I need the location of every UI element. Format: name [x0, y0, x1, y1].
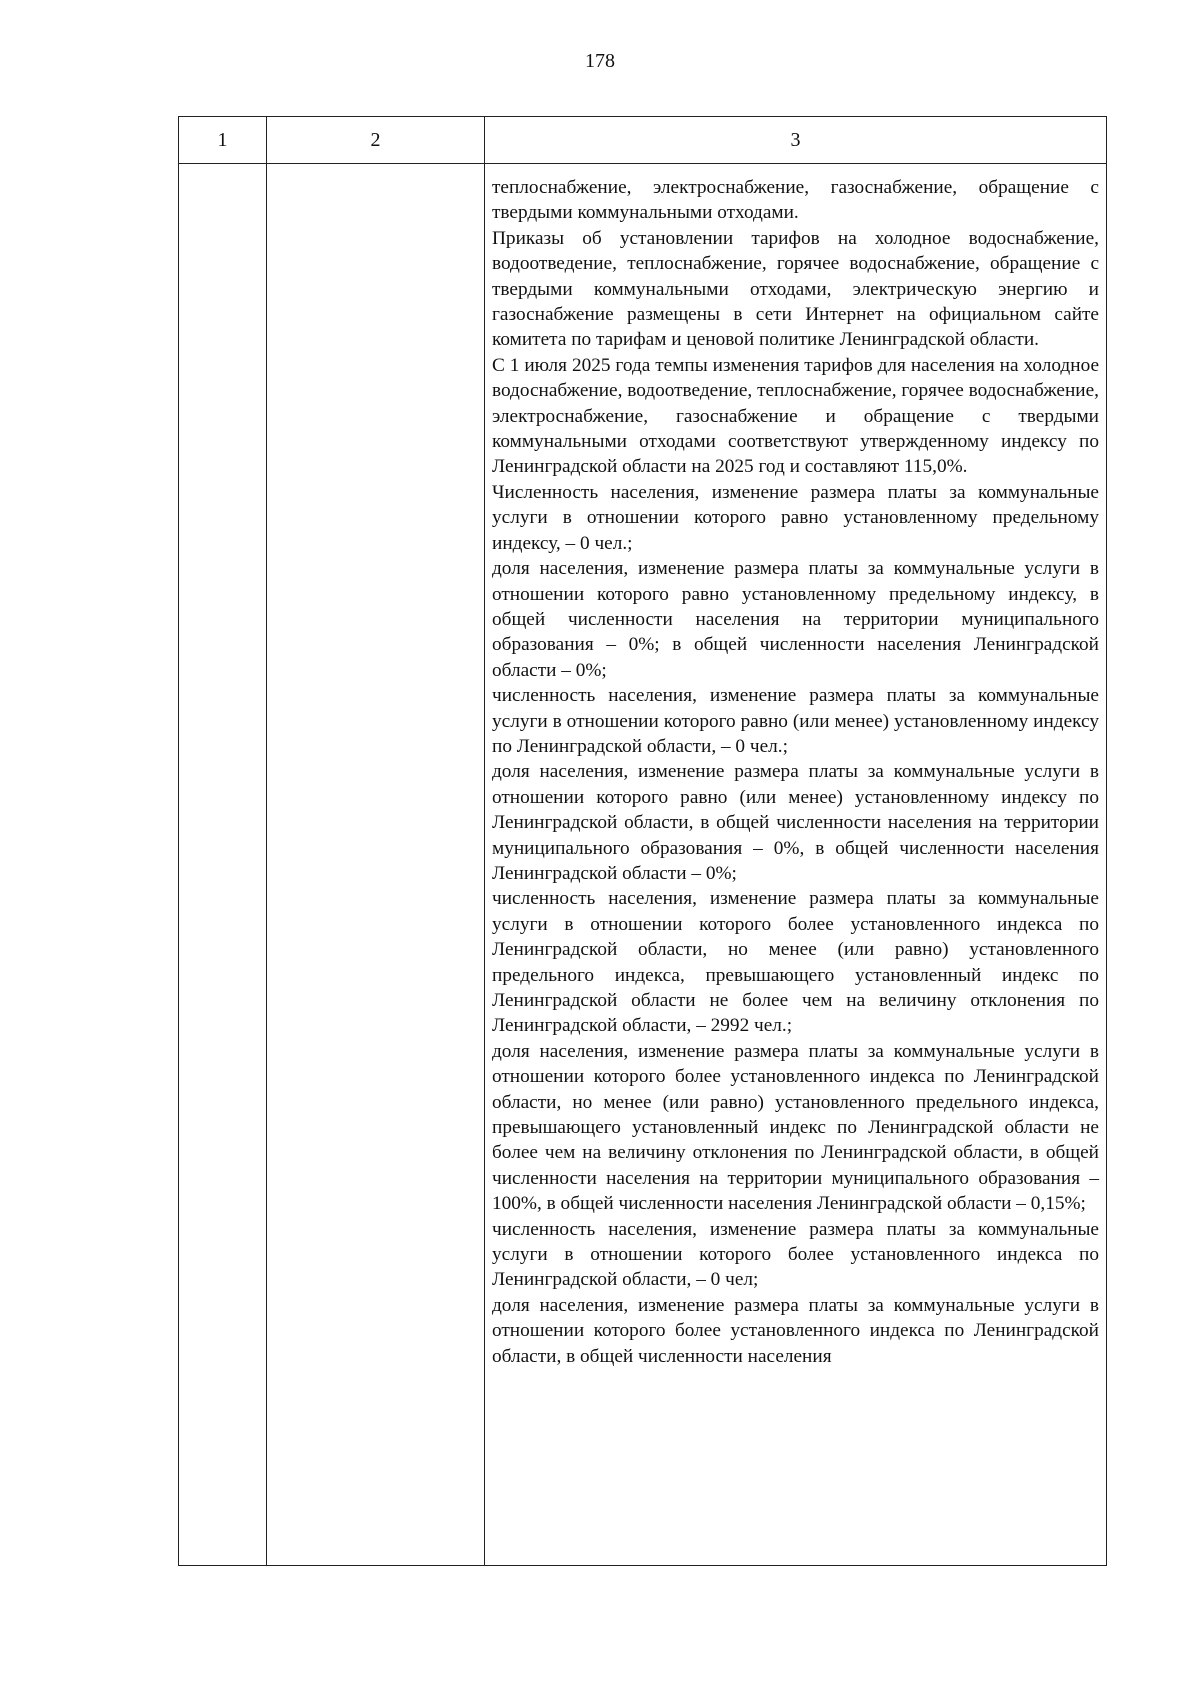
paragraph-utilities-list: теплоснабжение, электроснабжение, газоснабжение, обращение с твердыми коммунальными отходами.	[492, 177, 1099, 224]
paragraph-share-equal-limit: доля населения, изменение размера платы за коммунальные услуги в отношении которого равно установленному предельному индексу, в общей численности населения на территории муниципального образования – 0%; в общей численности населения Ленинградской области – 0%;	[492, 558, 1099, 681]
table-cell-col3	[485, 164, 1107, 1566]
page-number: 178	[585, 50, 615, 72]
column-header-1: 1	[179, 117, 267, 164]
column-header-2: 2	[267, 117, 485, 164]
table-header-row	[179, 117, 1107, 164]
column-header-3: 3	[485, 117, 1107, 164]
table-row	[179, 164, 1107, 1566]
paragraph-population-equal-limit: Численность населения, изменение размера платы за коммунальные услуги в отношении которого равно установленному предельному индексу, – 0 чел.;	[492, 481, 1099, 554]
table-cell-col1	[179, 164, 267, 1566]
cell-text-block	[485, 164, 1106, 1369]
document-table	[178, 116, 1107, 1566]
paragraph-share-above-index: доля населения, изменение размера платы за коммунальные услуги в отношении которого более установленного индекса по Ленинградской области, в общей численности населения	[492, 1294, 1099, 1367]
paragraph-tariff-change-rate: С 1 июля 2025 года темпы изменения тарифов для населения на холодное водоснабжение, водоотведение, теплоснабжение, горячее водоснабжение, электроснабжение, газоснабжение и обращение с твердыми коммунальными отходами соответствуют утвержденному индексу по Ленинградской области на 2025 год и составляют 115,0%.	[492, 354, 1099, 478]
paragraph-share-equal-or-less-index: доля населения, изменение размера платы за коммунальные услуги в отношении которого равно (или менее) установленному индексу по Ленинградской области, в общей численности населения на территории муниципального образования – 0%, в общей численности населения Ленинградской области – 0%;	[492, 761, 1099, 884]
paragraph-population-above-index: численность населения, изменение размера платы за коммунальные услуги в отношении которого более установленного индекса по Ленинградской области, – 0 чел;	[492, 1218, 1099, 1291]
table-cell-col2	[267, 164, 485, 1566]
paragraph-population-within-deviation: численность населения, изменение размера платы за коммунальные услуги в отношении которого более установленного индекса по Ленинградской области, но менее (или равно) установленного предельного индекса, превышающего установленный индекс по Ленинградской области не более чем на величину отклонения по Ленинградской области, – 2992 чел.;	[492, 888, 1099, 1037]
paragraph-population-equal-or-less-index: численность населения, изменение размера платы за коммунальные услуги в отношении которого равно (или менее) установленному индексу по Ленинградской области, – 0 чел.;	[492, 685, 1099, 757]
paragraph-tariff-orders: Приказы об установлении тарифов на холодное водоснабжение, водоотведение, теплоснабжение, горячее водоснабжение, обращение с твердыми коммунальными отходами, электрическую энергию и газоснабжение размещены в сети Интернет на официальном сайте комитета по тарифам и ценовой политике Ленинградской области.	[492, 227, 1099, 351]
paragraph-share-within-deviation: доля населения, изменение размера платы за коммунальные услуги в отношении которого более установленного индекса по Ленинградской области, но менее (или равно) установленного предельного индекса, превышающего установленный индекс по Ленинградской области не более чем на величину отклонения по Ленинградской области, в общей численности населения на территории муниципального образования – 100%, в общей численности населения Ленинградской области – 0,15%;	[492, 1040, 1099, 1215]
